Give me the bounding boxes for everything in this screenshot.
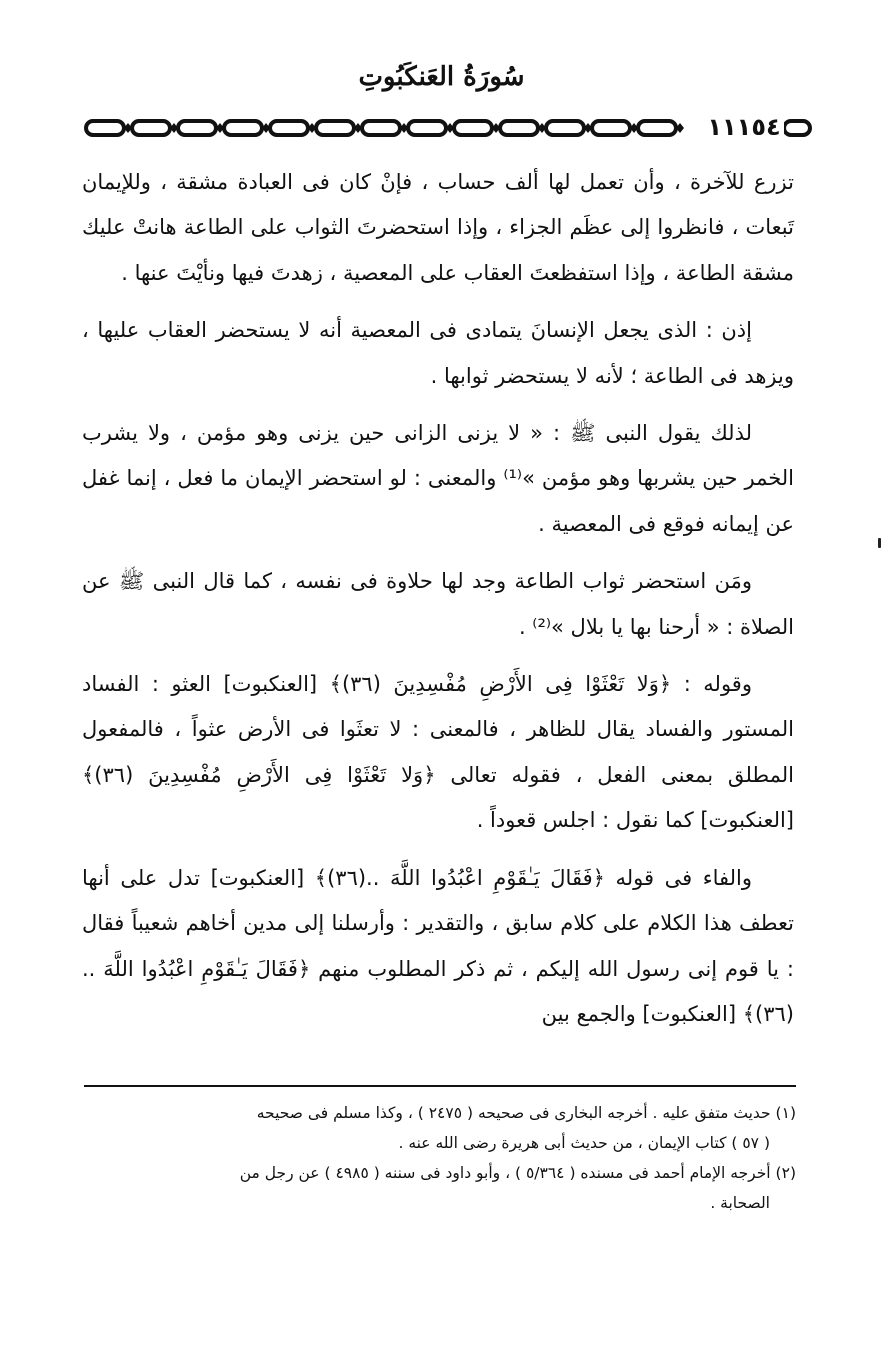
- chain-link: [784, 121, 810, 135]
- footnote-continuation: ( ٥٧ ) كتاب الإيمان ، من حديث أبى هريرة رضى الله عنه .: [398, 1134, 770, 1152]
- chain-link: [408, 121, 446, 135]
- footnote-divider: [84, 1085, 796, 1087]
- chain-link: [638, 121, 676, 135]
- chain-link: [178, 121, 216, 135]
- scan-mark: [878, 538, 881, 548]
- paragraph: تزرع للآخرة ، وأن تعمل لها ألف حساب ، فإنْ كان فى العبادة مشقة ، وللإيمان تَبعات ، فانظروا إلى عظَم الجزاء ، وإذا استحضرتَ الثواب على الطاعة هانتْ عليك مشقة الطاعة ، وإذا استفظعتَ العقاب على المعصية ، زهدتَ فيها ونأيْتَ عنها .: [82, 170, 794, 285]
- paragraph: إذن : الذى يجعل الإنسانَ يتمادى فى المعصية أنه لا يستحضر العقاب عليها ، ويزهد فى الطاعة ؛ لأنه لا يستحضر ثوابها .: [82, 318, 794, 388]
- paragraph: والفاء فى قوله ﴿فَقَالَ يَـٰقَوْمِ اعْبُدُوا اللَّهَ ..(٣٦)﴾ [العنكبوت] تدل على أنها تعطف هذا الكلام على كلام سابق ، والتقدير : وأرسلنا إلى مدين أخاهم شعيباً فقال : يا قوم إنى رسول الله إليكم ، ثم ذكر المطلوب منهم ﴿فَقَالَ يَـٰقَوْمِ اعْبُدُوا اللَّهَ ..(٣٦)﴾ [العنكبوت] والجمع بين: [82, 865, 794, 1026]
- paragraph: وقوله : ﴿وَلا تَعْثَوْا فِى الأَرْضِ مُفْسِدِينَ (٣٦)﴾ [العنكبوت] العثو : الفساد المستور والفساد يقال للظاهر ، فالمعنى : لا تعثَوا فى الأرض عثواً ، فالمفعول المطلق بمعنى الفعل ، فقوله تعالى ﴿وَلا تَعْثَوْا فِى الأَرْضِ مُفْسِدِينَ (٣٦)﴾ [العنكبوت] كما نقول : اجلس قعوداً .: [82, 672, 794, 833]
- chain-link: [454, 121, 492, 135]
- main-text: [82, 160, 794, 1049]
- footnote-text: أخرجه الإمام أحمد فى مسنده ( ٥/٣٦٤ ) ، وأبو داود فى سننه ( ٤٩٨٥ ) عن رجل من: [239, 1164, 771, 1182]
- chain-link: [270, 121, 308, 135]
- chain-link: [362, 121, 400, 135]
- footnote: [82, 1158, 796, 1218]
- chain-link: [224, 121, 262, 135]
- footnote: [82, 1098, 796, 1158]
- footnote-text: حديث متفق عليه . أخرجه البخارى فى صحيحه ( ٢٤٧٥ ) ، وكذا مسلم فى صحيحه: [256, 1104, 771, 1122]
- footnote-number: (٢): [775, 1164, 796, 1182]
- chain-link: [500, 121, 538, 135]
- footnotes: [82, 1098, 796, 1218]
- footnote-number: (١): [775, 1104, 796, 1122]
- chain-link: [132, 121, 170, 135]
- chain-link: [86, 121, 124, 135]
- paragraph: لذلك يقول النبى ﷺ : « لا يزنى الزانى حين يزنى وهو مؤمن ، ولا يشرب الخمر حين يشربها وهو مؤمن »⁽¹⁾ والمعنى : لو استحضر الإيمان ما فعل ، إنما غفل عن إيمانه فوقع فى المعصية .: [82, 421, 794, 536]
- chain-link: [316, 121, 354, 135]
- chain-link: [546, 121, 584, 135]
- surah-title: سُورَةُ العَنكَبُوتِ: [358, 62, 525, 92]
- paragraph: ومَن استحضر ثواب الطاعة وجد لها حلاوة فى نفسه ، كما قال النبى ﷺ عن الصلاة : « أرحنا بها يا بلال »⁽²⁾ .: [82, 569, 794, 639]
- footnote-continuation: الصحابة .: [710, 1194, 770, 1212]
- page-number: ١١١٥٤: [704, 112, 784, 142]
- chain-link: [592, 121, 630, 135]
